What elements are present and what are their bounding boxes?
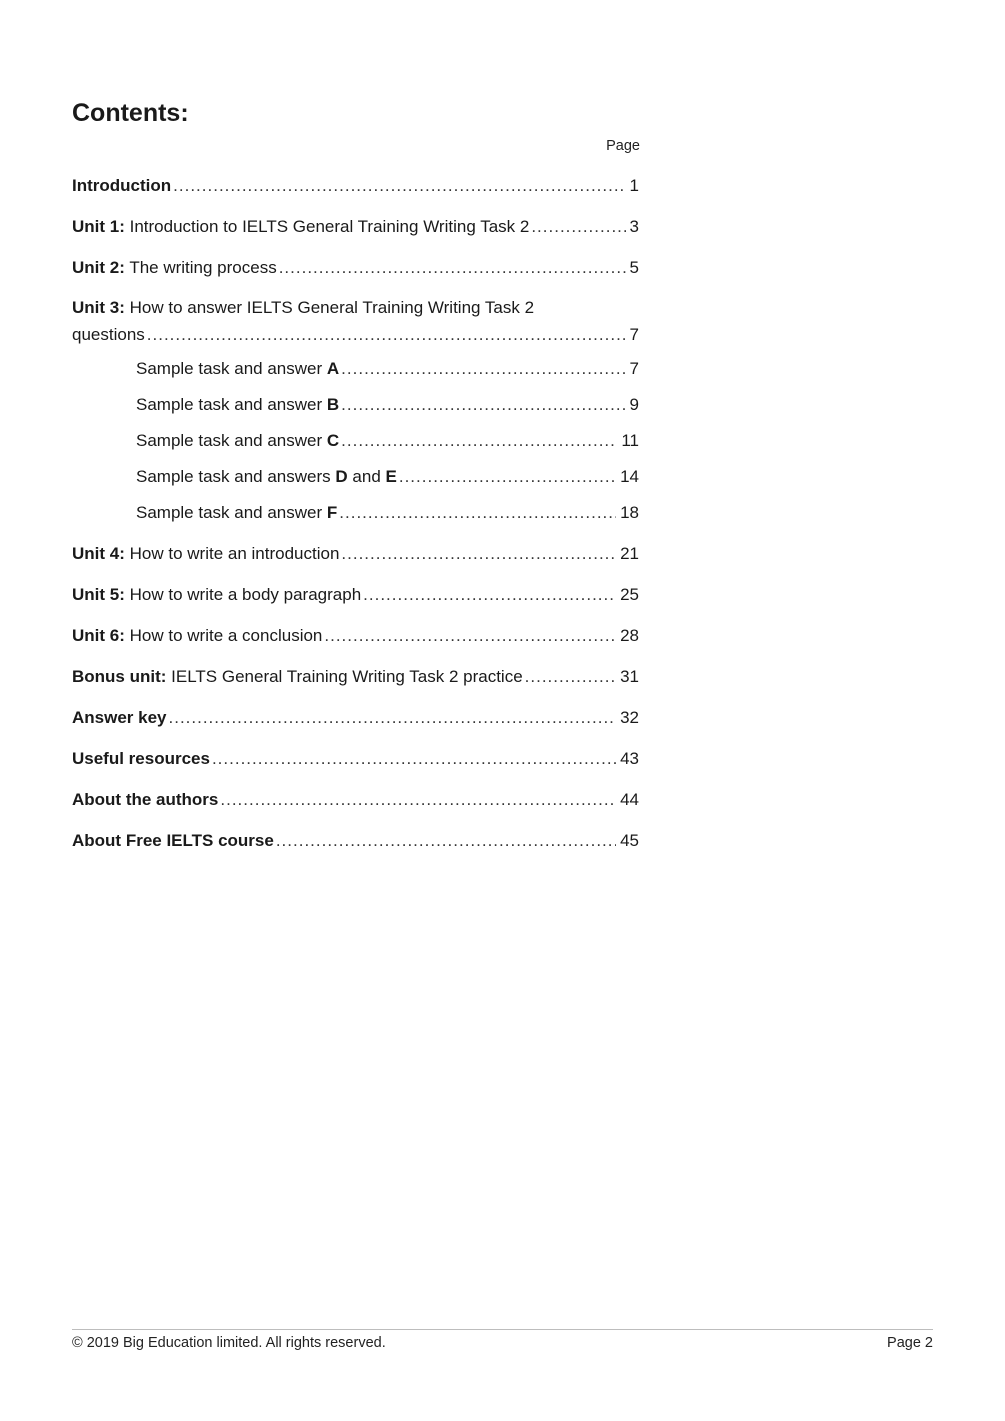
toc-entry-letter: A	[326, 359, 340, 378]
toc-entry-label	[72, 542, 339, 566]
toc-entry-letter: E	[385, 467, 397, 486]
toc-entry-title: How to answer IELTS General Training Writing Task 2	[129, 298, 535, 317]
toc-entry-about-course[interactable]	[72, 829, 639, 853]
toc-entry-unit-4[interactable]	[72, 542, 639, 566]
toc-entry-title: The writing process	[129, 258, 277, 277]
toc-entry-title: Sample task and answers	[136, 467, 331, 486]
dot-leader	[399, 465, 616, 489]
toc-entry-title: How to write an introduction	[129, 544, 340, 563]
dot-leader	[341, 393, 625, 417]
toc-entry-title: IELTS General Training Writing Task 2 practice	[171, 667, 523, 686]
toc-entry-introduction[interactable]	[72, 174, 639, 198]
toc-entry-prefix: Unit 6:	[72, 626, 125, 645]
toc-entry-title: Sample task and answer	[136, 431, 323, 450]
toc-page-number: 1	[629, 176, 639, 195]
toc-entry-label	[136, 393, 339, 417]
toc-entry-bonus-unit[interactable]	[72, 665, 639, 689]
toc-entry-sample-b[interactable]	[72, 393, 639, 417]
dot-leader	[212, 747, 616, 771]
toc-entry-label	[136, 357, 339, 381]
toc-entry-unit-6[interactable]	[72, 624, 639, 648]
toc-page-number: 7	[629, 325, 639, 344]
dot-leader	[173, 174, 625, 198]
toc-entry-prefix: Unit 4:	[72, 544, 125, 563]
toc-entry-letter: B	[326, 395, 340, 414]
toc-entry-label	[72, 665, 523, 689]
toc-entry-about-authors[interactable]	[72, 788, 639, 812]
toc-entry-title: How to write a body paragraph	[129, 585, 362, 604]
toc-entry-sample-f[interactable]	[72, 501, 639, 525]
toc-entry-unit-3[interactable]	[72, 294, 639, 348]
toc-entry-title: Answer key	[72, 708, 167, 727]
toc-entry-letter: D	[335, 467, 348, 486]
toc-entry-label	[72, 624, 322, 648]
toc-entry-sample-c[interactable]	[72, 429, 639, 453]
dot-leader	[324, 624, 616, 648]
footer-divider	[72, 1329, 933, 1330]
toc-entry-label	[72, 256, 277, 280]
toc-entry-title: Useful resources	[72, 749, 210, 768]
toc-entry-conjunction: and	[352, 467, 381, 486]
toc-entry-label	[72, 747, 210, 771]
footer-page-number: Page 2	[887, 1335, 933, 1351]
toc-entry-title: How to write a conclusion	[129, 626, 323, 645]
toc-entry-prefix: Bonus unit:	[72, 667, 167, 686]
toc-entry-label	[72, 829, 274, 853]
toc-entry-unit-5[interactable]	[72, 583, 639, 607]
toc-entry-prefix: Unit 3:	[72, 298, 125, 317]
toc-entry-letter: F	[326, 503, 338, 522]
dot-leader	[341, 429, 617, 453]
toc-entry-continuation	[72, 321, 639, 348]
toc-page-number: 28	[620, 626, 639, 645]
toc-entry-title: About Free IELTS course	[72, 831, 274, 850]
toc-entry-title: Sample task and answer	[136, 359, 323, 378]
toc-entry-label	[72, 215, 529, 239]
toc-entry-label	[136, 501, 337, 525]
toc-entry-label	[72, 583, 361, 607]
footer-copyright: © 2019 Big Education limited. All rights reserved.	[72, 1335, 386, 1351]
toc-page-number: 9	[629, 395, 639, 414]
toc-entry-label	[72, 706, 167, 730]
toc-entry-label	[136, 429, 339, 453]
toc-entry-answer-key[interactable]	[72, 706, 639, 730]
dot-leader	[276, 829, 616, 853]
toc-page-number: 5	[629, 258, 639, 277]
toc-page-number: 3	[629, 217, 639, 236]
dot-leader	[147, 321, 626, 348]
toc-entry-title: Introduction	[72, 176, 172, 195]
dot-leader	[279, 256, 626, 280]
toc-entry-label	[136, 465, 397, 489]
toc-entry-title-continued: questions	[72, 325, 145, 344]
toc-entry-unit-2[interactable]	[72, 256, 639, 280]
toc-entry-title: Sample task and answer	[136, 503, 323, 522]
toc-entry-useful-resources[interactable]	[72, 747, 639, 771]
toc-entry-letter: C	[326, 431, 340, 450]
toc-page-number: 18	[620, 503, 639, 522]
toc-page-number: 32	[620, 708, 639, 727]
toc-entry-label	[72, 174, 171, 198]
toc-page-number: 45	[620, 831, 639, 850]
toc-page-number: 31	[620, 667, 639, 686]
dot-leader	[341, 542, 616, 566]
dot-leader	[531, 215, 625, 239]
toc-page-number: 14	[620, 467, 639, 486]
toc-entry-label	[72, 294, 639, 321]
toc-entry-title: Sample task and answer	[136, 395, 323, 414]
toc-entry-sample-d-e[interactable]	[72, 465, 639, 489]
toc-page-number: 21	[620, 544, 639, 563]
dot-leader	[525, 665, 616, 689]
toc-page-number: 44	[620, 790, 639, 809]
toc-entry-prefix: Unit 5:	[72, 585, 125, 604]
table-of-contents	[72, 174, 639, 853]
toc-page-number: 11	[621, 431, 639, 450]
dot-leader	[339, 501, 616, 525]
dot-leader	[363, 583, 616, 607]
dot-leader	[341, 357, 625, 381]
toc-entry-prefix: Unit 2:	[72, 258, 125, 277]
toc-page-number: 7	[629, 359, 639, 378]
toc-entry-sample-a[interactable]	[72, 357, 639, 381]
toc-entry-title: Introduction to IELTS General Training Writing Task 2	[129, 217, 530, 236]
toc-entry-label	[72, 788, 218, 812]
dot-leader	[169, 706, 617, 730]
page-column-label: Page	[606, 138, 640, 154]
toc-entry-prefix: Unit 1:	[72, 217, 125, 236]
toc-entry-unit-1[interactable]	[72, 215, 639, 239]
dot-leader	[220, 788, 616, 812]
toc-page-number: 25	[620, 585, 639, 604]
toc-page-number: 43	[620, 749, 639, 768]
page-title: Contents:	[72, 99, 189, 127]
toc-entry-title: About the authors	[72, 790, 219, 809]
